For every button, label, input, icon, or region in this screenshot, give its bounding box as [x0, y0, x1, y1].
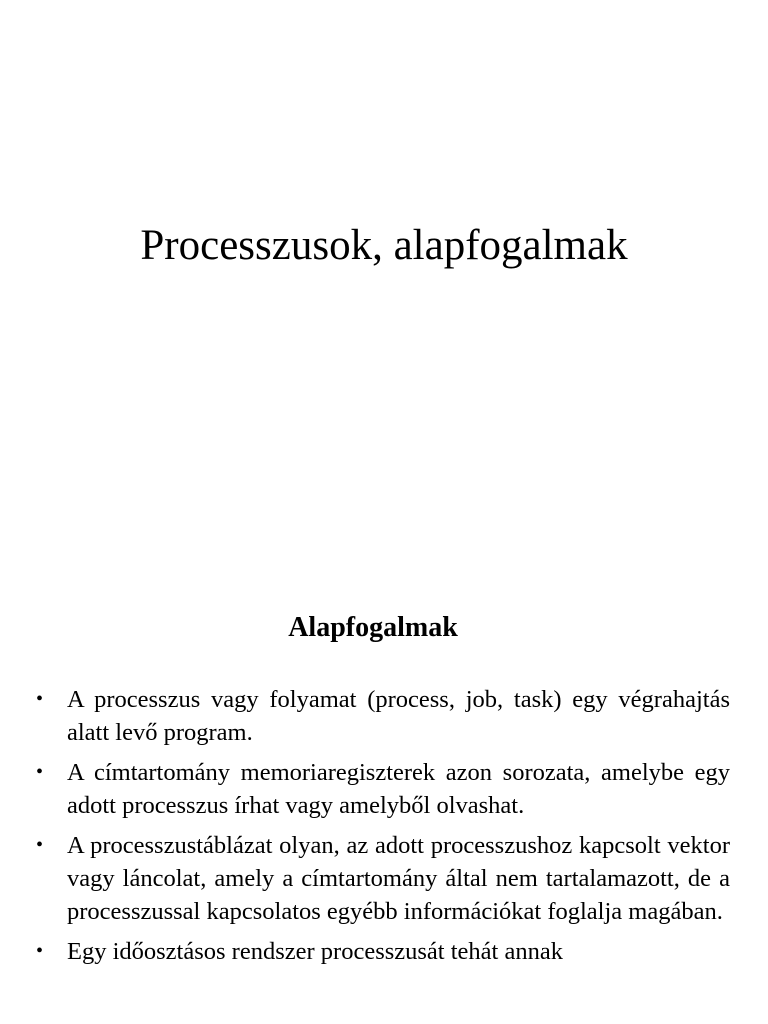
bullet-icon: • [36, 688, 44, 710]
bullet-item [32, 683, 730, 749]
bullet-list [32, 683, 730, 975]
bullet-text: Egy időosztásos rendszer processzusát tehát annak [67, 938, 563, 965]
bullet-icon: • [36, 834, 44, 856]
bullet-item [32, 935, 730, 968]
bullet-item [32, 756, 730, 822]
bullet-text: A címtartomány memoriaregiszterek azon sorozata, amelybe egy adott processzus írhat vagy amelyből olvashat. [67, 759, 730, 819]
section-heading: Alapfogalmak [288, 612, 458, 643]
bullet-icon: • [36, 940, 44, 962]
bullet-text: A processzus vagy folyamat (process, job, task) egy végrahajtás alatt levő program. [67, 686, 730, 746]
slide-title: Processzusok, alapfogalmak [140, 222, 628, 269]
bullet-icon: • [36, 761, 44, 783]
bullet-item [32, 829, 730, 928]
bullet-text: A processzustáblázat olyan, az adott processzushoz kapcsolt vektor vagy láncolat, amely a címtartomány által nem tartalamazott, de a processzussal kapcsolatos egyébb információkat foglalja magában. [67, 832, 730, 925]
